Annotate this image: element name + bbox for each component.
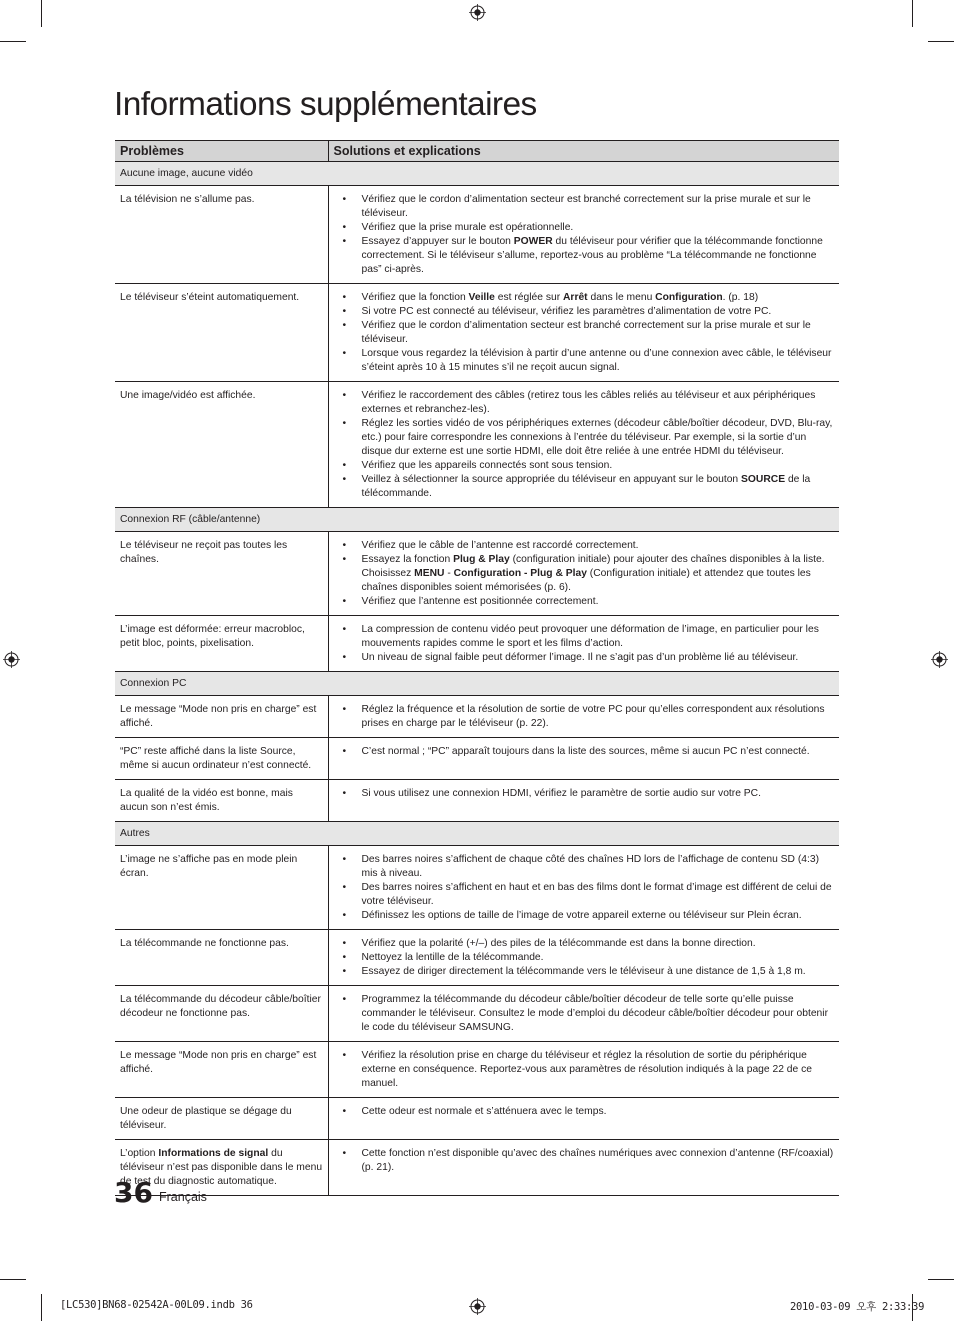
solution-item xyxy=(334,965,835,979)
problem-cell: La télécommande ne fonctionne pas. xyxy=(115,930,328,986)
table-row xyxy=(115,696,839,738)
table-row xyxy=(115,1042,839,1098)
bullet-icon: • xyxy=(342,596,347,607)
table-row xyxy=(115,846,839,930)
problem-cell: La télécommande du décodeur câble/boîtier décodeur ne fonctionne pas. xyxy=(115,986,328,1042)
solution-text: Vérifiez que la prise murale est opérationnelle. xyxy=(361,222,574,233)
table-row xyxy=(115,1140,839,1196)
bullet-icon: • xyxy=(342,474,347,485)
solution-text: Vérifiez que l’antenne est positionnée correctement. xyxy=(361,596,599,607)
solution-text: Vérifiez le raccordement des câbles (retirez tous les câbles reliés au téléviseur et aux périphériques externes et rebranchez-les). xyxy=(361,390,816,415)
solution-list xyxy=(334,389,835,501)
solution-item xyxy=(334,193,835,221)
crop-mark xyxy=(41,1294,42,1321)
solution-item xyxy=(334,1147,835,1175)
section-label: Autres xyxy=(115,822,839,846)
table-row xyxy=(115,284,839,382)
bullet-icon: • xyxy=(342,306,347,317)
solution-list xyxy=(334,787,835,801)
solution-item xyxy=(334,319,835,347)
solution-item xyxy=(334,473,835,501)
table-row xyxy=(115,532,839,616)
bullet-icon: • xyxy=(342,652,347,663)
solution-text: Vérifiez que les appareils connectés sont sous tension. xyxy=(361,460,613,471)
problem-cell: La télévision ne s’allume pas. xyxy=(115,186,328,284)
solution-list xyxy=(334,193,835,277)
crop-mark xyxy=(928,1279,954,1280)
bullet-icon: • xyxy=(342,938,347,949)
problem-cell: Une image/vidéo est affichée. xyxy=(115,382,328,508)
bullet-icon: • xyxy=(342,966,347,977)
solution-text: Un niveau de signal faible peut déformer l’image. Il ne s’agit pas d’un problème lié au téléviseur. xyxy=(361,652,799,663)
solution-item xyxy=(334,881,835,909)
solution-item xyxy=(334,595,835,609)
solution-text: Réglez les sorties vidéo de vos périphériques externes (décodeur câble/boîtier décodeur, DVD, Blu-ray, etc.) pour faire correspondre les connexions à l’entrée du téléviseur. Par exemple, si la sortie d’un disque dur externe est une sortie HDMI, elle doit être reliée à une entrée HDMI du téléviseur. xyxy=(361,418,833,457)
solution-cell xyxy=(328,532,839,616)
bullet-icon: • xyxy=(342,854,347,865)
problem-cell: Une odeur de plastique se dégage du téléviseur. xyxy=(115,1098,328,1140)
solution-item xyxy=(334,417,835,459)
solution-cell xyxy=(328,696,839,738)
crop-mark xyxy=(0,1279,26,1280)
column-header-problems: Problèmes xyxy=(115,141,328,162)
table-row xyxy=(115,186,839,284)
solution-cell xyxy=(328,382,839,508)
bullet-icon: • xyxy=(342,1050,347,1061)
solution-text: Nettoyez la lentille de la télécommande. xyxy=(361,952,544,963)
solution-cell xyxy=(328,780,839,822)
bullet-icon: • xyxy=(342,910,347,921)
table-row xyxy=(115,986,839,1042)
solution-text: C’est normal ; “PC” apparaît toujours dans la liste des sources, même si aucun PC n’est connecté. xyxy=(361,746,810,757)
table-row xyxy=(115,1098,839,1140)
solution-text: Vérifiez que la fonction Veille est réglée sur Arrêt dans le menu Configuration. (p. 18) xyxy=(361,292,759,303)
page-language: Français xyxy=(159,1190,207,1204)
solution-text: Des barres noires s’affichent en haut et en bas des films dont le format d’image est différent de celui de votre téléviseur. xyxy=(361,882,832,907)
solution-cell xyxy=(328,1042,839,1098)
print-slug-file: [LC530]BN68-02542A-00L09.indb 36 xyxy=(60,1299,253,1311)
solution-text: Veillez à sélectionner la source appropriée du téléviseur en appuyant sur le bouton SOURCE de la télécommande. xyxy=(361,474,811,499)
solution-list xyxy=(334,1105,835,1119)
solution-text: Programmez la télécommande du décodeur câble/boîtier décodeur de telle sorte qu’elle puisse commander le téléviseur. Consultez le mode d’emploi du décodeur câble/boîtier décodeur pour obtenir le code du téléviseur SAMSUNG. xyxy=(361,994,828,1033)
problem-cell: L’option Informations de signal du téléviseur n’est pas disponible dans le menu de test du diagnostic automatique. xyxy=(115,1140,328,1196)
solution-text: Essayez la fonction Plug & Play (configuration initiale) pour ajouter des chaînes disponibles à la liste. Choisissez MENU - Configuration - Plug & Play (Configuration initiale) et attendez que toutes les chaînes disponibles soient mémorisées (p. 6). xyxy=(361,554,825,593)
solution-text: La compression de contenu vidéo peut provoquer une déformation de l’image, en particulier pour les mouvements rapides comme le sport et les films d’action. xyxy=(361,624,819,649)
solution-cell xyxy=(328,616,839,672)
solution-list xyxy=(334,623,835,665)
solution-item xyxy=(334,993,835,1035)
solution-item xyxy=(334,703,835,731)
solution-cell xyxy=(328,986,839,1042)
registration-mark-icon xyxy=(3,651,20,668)
bullet-icon: • xyxy=(342,418,347,429)
solution-item xyxy=(334,291,835,305)
solution-item xyxy=(334,853,835,881)
bullet-icon: • xyxy=(342,624,347,635)
bullet-icon: • xyxy=(342,1148,347,1159)
solution-item xyxy=(334,787,835,801)
solution-item xyxy=(334,651,835,665)
table-row xyxy=(115,616,839,672)
solution-item xyxy=(334,235,835,277)
solution-item xyxy=(334,539,835,553)
bullet-icon: • xyxy=(342,540,347,551)
solution-item xyxy=(334,745,835,759)
solution-list xyxy=(334,1147,835,1175)
bullet-icon: • xyxy=(342,236,347,247)
bullet-icon: • xyxy=(342,320,347,331)
bullet-icon: • xyxy=(342,994,347,1005)
bullet-icon: • xyxy=(342,952,347,963)
bullet-icon: • xyxy=(342,292,347,303)
solution-cell xyxy=(328,1140,839,1196)
solution-text: Cette fonction n’est disponible qu’avec des chaînes numériques avec connexion d’antenne (RF/coaxial) (p. 21). xyxy=(361,1148,834,1173)
solution-item xyxy=(334,553,835,595)
solution-text: Vérifiez la résolution prise en charge du téléviseur et réglez la résolution de sortie du périphérique externe en conséquence. Reportez-vous aux paramètres de résolution indiqués à la page 22 de ce manuel. xyxy=(361,1050,812,1089)
solution-list xyxy=(334,937,835,979)
table-row xyxy=(115,930,839,986)
troubleshooting-table xyxy=(115,140,839,1196)
solution-text: Vérifiez que le cordon d’alimentation secteur est branché correctement sur la prise murale et sur le téléviseur. xyxy=(361,194,811,219)
solution-text: Vérifiez que le câble de l’antenne est raccordé correctement. xyxy=(361,540,639,551)
solution-item xyxy=(334,623,835,651)
problem-cell: Le message “Mode non pris en charge” est affiché. xyxy=(115,696,328,738)
bullet-icon: • xyxy=(342,222,347,233)
solution-text: Lorsque vous regardez la télévision à partir d’une antenne ou d’une connexion avec câble, le téléviseur s’éteint après 10 à 15 minutes s’il ne reçoit aucun signal. xyxy=(361,348,832,373)
solution-cell xyxy=(328,1098,839,1140)
problem-cell: La qualité de la vidéo est bonne, mais aucun son n’est émis. xyxy=(115,780,328,822)
solution-text: Vérifiez que le cordon d’alimentation secteur est branché correctement sur la prise murale et sur le téléviseur. xyxy=(361,320,811,345)
bullet-icon: • xyxy=(342,746,347,757)
solution-cell xyxy=(328,846,839,930)
solution-text: Si vous utilisez une connexion HDMI, vérifiez le paramètre de sortie audio sur votre PC. xyxy=(361,788,761,799)
registration-mark-icon xyxy=(469,1298,486,1315)
problem-cell: Le téléviseur s’éteint automatiquement. xyxy=(115,284,328,382)
solution-text: Définissez les options de taille de l’image de votre appareil externe ou téléviseur sur Plein écran. xyxy=(361,910,802,921)
problem-cell: L’image ne s’affiche pas en mode plein écran. xyxy=(115,846,328,930)
solution-item xyxy=(334,459,835,473)
bullet-icon: • xyxy=(342,1106,347,1117)
problem-cell: L’image est déformée: erreur macrobloc, petit bloc, points, pixelisation. xyxy=(115,616,328,672)
page-number: 36 xyxy=(114,1176,153,1209)
solution-list xyxy=(334,745,835,759)
table-row xyxy=(115,780,839,822)
solution-cell xyxy=(328,930,839,986)
section-label: Aucune image, aucune vidéo xyxy=(115,162,839,186)
problem-cell: Le message “Mode non pris en charge” est affiché. xyxy=(115,1042,328,1098)
crop-mark xyxy=(912,0,913,27)
crop-mark xyxy=(0,41,26,42)
section-row xyxy=(115,822,839,846)
crop-mark xyxy=(41,0,42,27)
table-body xyxy=(115,162,839,1196)
solution-item xyxy=(334,1049,835,1091)
solution-item xyxy=(334,389,835,417)
solution-text: Si votre PC est connecté au téléviseur, vérifiez les paramètres d’alimentation de votre PC. xyxy=(361,306,772,317)
solution-text: Réglez la fréquence et la résolution de sortie de votre PC pour qu’elles correspondent aux résolutions prises en charge par le téléviseur (p. 22). xyxy=(361,704,825,729)
bullet-icon: • xyxy=(342,460,347,471)
solution-text: Cette odeur est normale et s’atténuera avec le temps. xyxy=(361,1106,607,1117)
bullet-icon: • xyxy=(342,704,347,715)
solution-list xyxy=(334,853,835,923)
bullet-icon: • xyxy=(342,788,347,799)
solution-list xyxy=(334,703,835,731)
problem-cell: “PC” reste affiché dans la liste Source, même si aucun ordinateur n’est connecté. xyxy=(115,738,328,780)
solution-item xyxy=(334,305,835,319)
section-row xyxy=(115,672,839,696)
column-header-solutions: Solutions et explications xyxy=(328,141,839,162)
section-row xyxy=(115,162,839,186)
bullet-icon: • xyxy=(342,194,347,205)
solution-text: Essayez de diriger directement la télécommande vers le téléviseur à une distance de 1,5 à 1,8 m. xyxy=(361,966,806,977)
registration-mark-icon xyxy=(469,4,486,21)
bullet-icon: • xyxy=(342,390,347,401)
solution-item xyxy=(334,221,835,235)
bullet-icon: • xyxy=(342,554,347,565)
table-row xyxy=(115,382,839,508)
section-label: Connexion RF (câble/antenne) xyxy=(115,508,839,532)
solution-text: Des barres noires s’affichent de chaque côté des chaînes HD lors de l’affichage de contenu SD (4:3) mis à niveau. xyxy=(361,854,820,879)
table-row xyxy=(115,738,839,780)
solution-text: Essayez d’appuyer sur le bouton POWER du téléviseur pour vérifier que la télécommande fonctionne correctement. Si le téléviseur s’allume, reportez-vous au problème “La télécommande ne fonctionne pas” ci-après. xyxy=(361,236,823,275)
crop-mark xyxy=(928,41,954,42)
solution-item xyxy=(334,951,835,965)
solution-list xyxy=(334,291,835,375)
solution-item xyxy=(334,347,835,375)
solution-text: Vérifiez que la polarité (+/–) des piles de la télécommande est dans la bonne direction. xyxy=(361,938,756,949)
print-slug-timestamp: 2010-03-09 오후 2:33:39 xyxy=(790,1301,925,1313)
section-row xyxy=(115,508,839,532)
problem-cell: Le téléviseur ne reçoit pas toutes les chaînes. xyxy=(115,532,328,616)
solution-list xyxy=(334,993,835,1035)
page-title: Informations supplémentaires xyxy=(114,86,537,123)
registration-mark-icon xyxy=(931,651,948,668)
solution-list xyxy=(334,1049,835,1091)
solution-cell xyxy=(328,284,839,382)
table-header-row xyxy=(115,141,839,162)
solution-item xyxy=(334,1105,835,1119)
solution-item xyxy=(334,909,835,923)
solution-item xyxy=(334,937,835,951)
solution-list xyxy=(334,539,835,609)
solution-cell xyxy=(328,738,839,780)
section-label: Connexion PC xyxy=(115,672,839,696)
bullet-icon: • xyxy=(342,348,347,359)
bullet-icon: • xyxy=(342,882,347,893)
solution-cell xyxy=(328,186,839,284)
